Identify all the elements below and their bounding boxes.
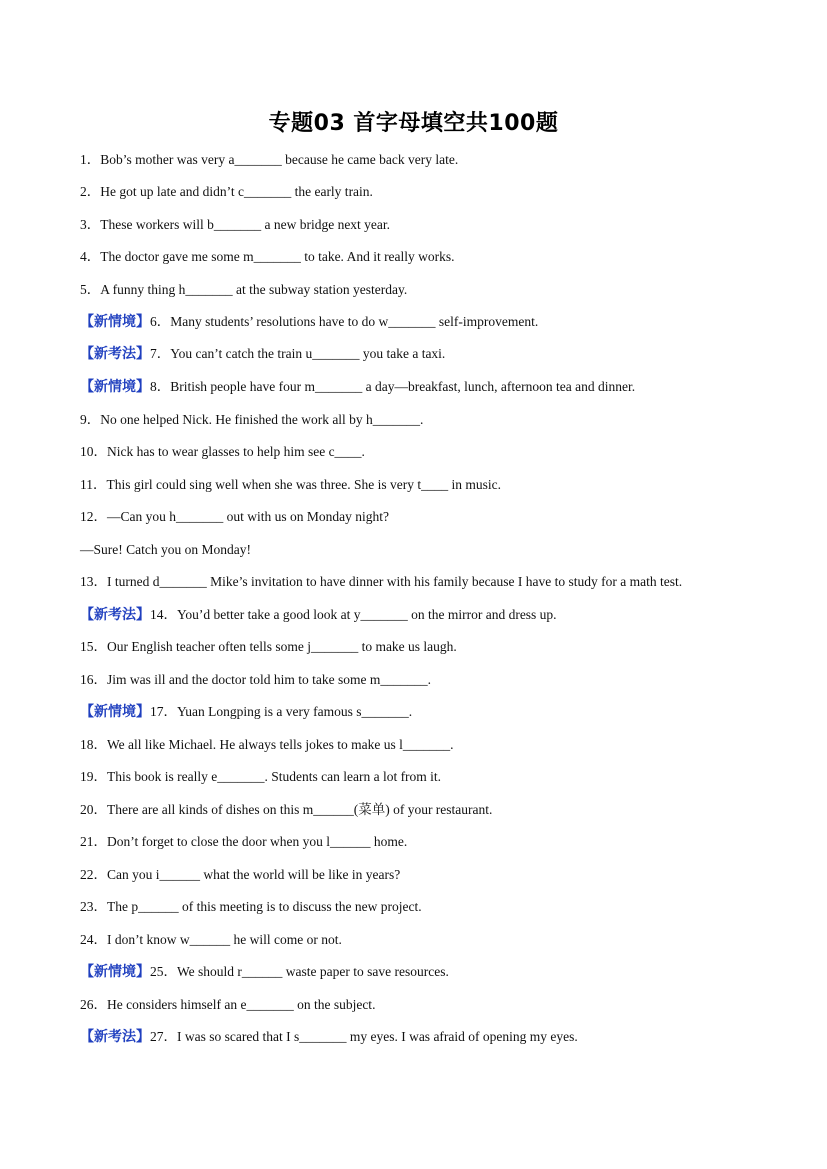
question-10 xyxy=(80,443,800,461)
question-tag: 【新考法】 xyxy=(80,1029,150,1045)
question-text: 11．This girl could sing well when she was three. She is very t____ in music. xyxy=(80,477,501,492)
question-text: 19．This book is really e_______. Students can learn a lot from it. xyxy=(80,769,442,784)
question-text: 25．We should r______ waste paper to save resources. xyxy=(150,964,449,979)
question-tag: 【新情境】 xyxy=(80,704,150,720)
question-9 xyxy=(80,411,800,429)
question-text: 9．No one helped Nick. He finished the work all by h_______. xyxy=(80,412,424,427)
question-20 xyxy=(80,801,800,819)
question-27 xyxy=(80,1028,800,1046)
question-text: 21．Don’t forget to close the door when you l______ home. xyxy=(80,834,408,849)
question-21 xyxy=(80,833,800,851)
question-3 xyxy=(80,216,800,234)
question-tag: 【新情境】 xyxy=(80,964,150,980)
question-text: 5．A funny thing h_______ at the subway station yesterday. xyxy=(80,282,408,297)
question-23 xyxy=(80,898,800,916)
question-text: 6．Many students’ resolutions have to do w_______ self-improvement. xyxy=(150,314,539,329)
question-4 xyxy=(80,248,800,266)
question-tag: 【新情境】 xyxy=(80,379,150,395)
question-text: 3．These workers will b_______ a new bridge next year. xyxy=(80,217,391,232)
question-8 xyxy=(80,378,800,396)
question-text: 7．You can’t catch the train u_______ you take a taxi. xyxy=(150,346,446,361)
question-text: 4．The doctor gave me some m_______ to take. And it really works. xyxy=(80,249,455,264)
question-11 xyxy=(80,476,800,494)
question-tag: 【新考法】 xyxy=(80,607,150,623)
question-tag: 【新考法】 xyxy=(80,346,150,362)
page-title: 专题03 首字母填空共100题 xyxy=(268,111,559,136)
question-17 xyxy=(80,703,800,721)
question-text: 24．I don’t know w______ he will come or not. xyxy=(80,932,342,947)
question-12-reply xyxy=(80,541,800,559)
question-text: 16．Jim was ill and the doctor told him to take some m_______. xyxy=(80,672,431,687)
question-7 xyxy=(80,345,800,363)
question-text: 22．Can you i______ what the world will be like in years? xyxy=(80,867,401,882)
question-tag: 【新情境】 xyxy=(80,314,150,330)
question-text: 2．He got up late and didn’t c_______ the early train. xyxy=(80,184,373,199)
question-14 xyxy=(80,606,800,624)
question-5 xyxy=(80,281,800,299)
question-text: 8．British people have four m_______ a day—breakfast, lunch, afternoon tea and dinner. xyxy=(150,379,636,394)
question-text: 20．There are all kinds of dishes on this m______(菜单) of your restaurant. xyxy=(80,802,493,817)
question-text: 14．You’d better take a good look at y_______ on the mirror and dress up. xyxy=(150,607,557,622)
question-26 xyxy=(80,996,800,1014)
question-15 xyxy=(80,638,800,656)
question-19 xyxy=(80,768,800,786)
question-2 xyxy=(80,183,800,201)
question-16 xyxy=(80,671,800,689)
question-24 xyxy=(80,931,800,949)
question-text: 12．—Can you h_______ out with us on Monday night? xyxy=(80,509,389,524)
question-18 xyxy=(80,736,800,754)
question-text: 10．Nick has to wear glasses to help him see c____. xyxy=(80,444,365,459)
question-text: 26．He considers himself an e_______ on the subject. xyxy=(80,997,376,1012)
question-text: —Sure! Catch you on Monday! xyxy=(80,542,251,557)
question-6 xyxy=(80,313,800,331)
question-25 xyxy=(80,963,800,981)
question-text: 23．The p______ of this meeting is to discuss the new project. xyxy=(80,899,422,914)
question-text: 13．I turned d_______ Mike’s invitation to have dinner with his family because I have to study for a math test. xyxy=(80,574,683,589)
question-text: 1．Bob’s mother was very a_______ because he came back very late. xyxy=(80,152,459,167)
question-12 xyxy=(80,508,800,526)
question-13 xyxy=(80,573,800,591)
question-text: 27．I was so scared that I s_______ my eyes. I was afraid of opening my eyes. xyxy=(150,1029,578,1044)
question-text: 18．We all like Michael. He always tells jokes to make us l_______. xyxy=(80,737,454,752)
question-text: 15．Our English teacher often tells some j_______ to make us laugh. xyxy=(80,639,457,654)
question-1 xyxy=(80,151,800,169)
question-text: 17．Yuan Longping is a very famous s_______. xyxy=(150,704,413,719)
question-22 xyxy=(80,866,800,884)
